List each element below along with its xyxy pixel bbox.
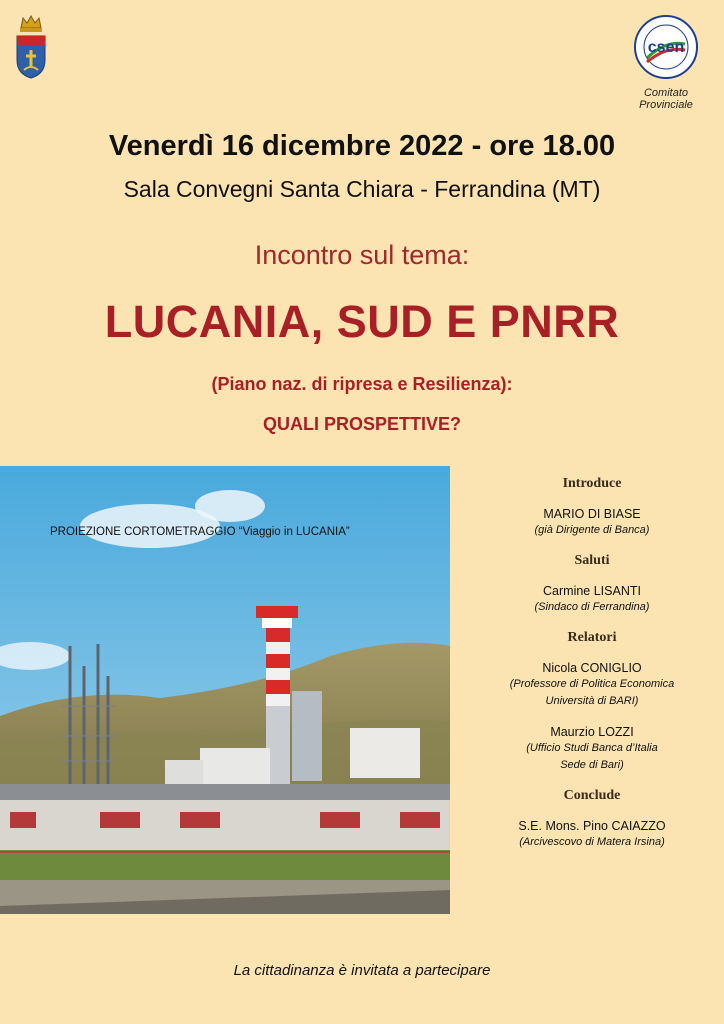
event-question: QUALI PROSPETTIVE? <box>262 414 462 434</box>
footer-invitation: La cittadinanza è invitata a partecipare <box>233 962 491 979</box>
introduce-affiliation: (già Dirigente di Banca) <box>534 524 650 536</box>
saluti-name: Carmine LISANTI <box>543 584 641 598</box>
speaker1-affiliation-line1: (Professore di Politica Economica <box>509 678 675 690</box>
introduce-name: MARIO DI BIASE <box>543 507 641 521</box>
logo-caption-line2: Provinciale <box>639 99 693 111</box>
conclude-name: S.E. Mons. Pino CAIAZZO <box>518 819 666 833</box>
event-venue: Sala Convegni Santa Chiara - Ferrandina (MT) <box>123 176 601 202</box>
event-date: Venerdì 16 dicembre 2022 - ore 18.00 <box>108 130 616 162</box>
role-saluti: Saluti <box>574 553 610 568</box>
industrial-plant-photo <box>0 466 450 914</box>
role-conclude: Conclude <box>563 788 621 803</box>
csen-logo <box>630 14 702 111</box>
role-relatori: Relatori <box>567 630 617 645</box>
speaker2-affiliation-line1: (Ufficio Studi Banca d’Italia <box>526 742 658 754</box>
saluti-affiliation: (Sindaco di Ferrandina) <box>534 601 650 613</box>
speaker1-name: Nicola CONIGLIO <box>542 661 642 675</box>
event-subtitle: (Piano naz. di ripresa e Resilienza): <box>211 374 513 394</box>
logo-caption-line1: Comitato <box>643 87 689 99</box>
event-headline: LUCANIA, SUD E PNRR <box>104 296 620 347</box>
conclude-affiliation: (Arcivescovo di Matera Irsina) <box>519 836 665 848</box>
csen-logo-text: csen <box>647 39 685 56</box>
role-introduce: Introduce <box>562 476 622 491</box>
event-intro: Incontro sul tema: <box>254 240 470 270</box>
speaker1-affiliation-line2: Università di BARI) <box>545 695 639 707</box>
photo-caption: PROIEZIONE CORTOMETRAGGIO “Viaggio in LUCANIA” <box>50 526 350 538</box>
speaker2-name: Maurzio LOZZI <box>550 725 634 739</box>
municipal-crest-logo <box>14 14 48 80</box>
speaker2-affiliation-line2: Sede di Bari) <box>560 759 624 771</box>
program-column <box>472 476 712 865</box>
